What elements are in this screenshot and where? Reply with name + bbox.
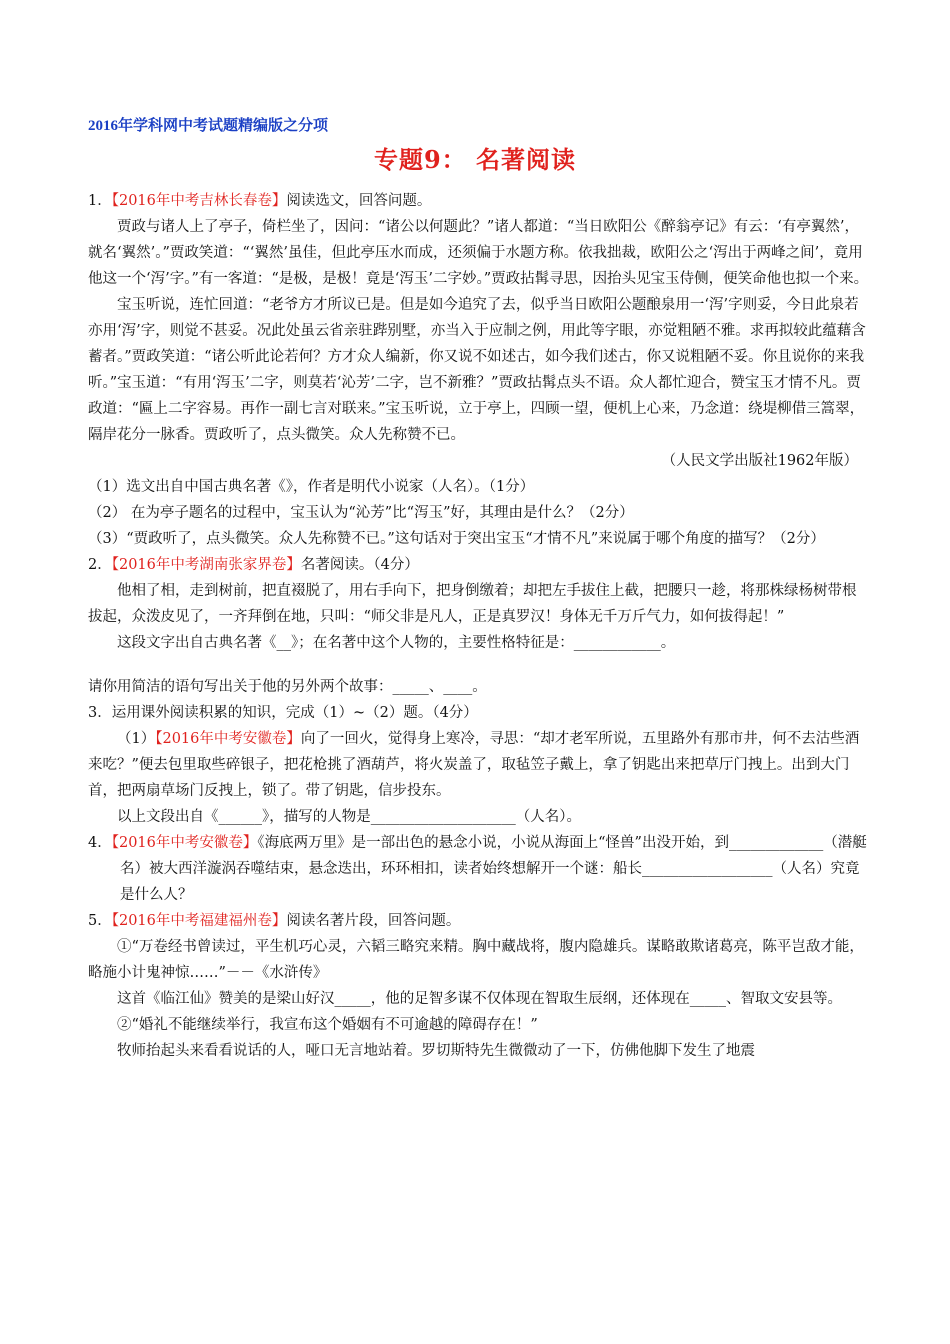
q3-passage: 向了一回火，觉得身上寒冷，寻思：“却才老军所说，五里路外有那市井，何不去沽些酒来吃？”便去包里取些碎银子，把花枪挑了酒葫芦，将火炭盖了，取毡笠子戴上，拿了钥匙出来把草厅门拽上。出到大门首，把两扇草场门反拽上，锁了。带了钥匙，信步投东。 xyxy=(88,731,860,799)
q3-blank-a[interactable]: ______ xyxy=(218,809,262,825)
q2-story-text-a: 请你用简洁的语句写出关于他的另外两个故事： xyxy=(88,679,393,695)
q4-source-tag: 【2016年中考安徽卷】 xyxy=(111,835,258,851)
q5-paragraph: 牧师抬起头来看看说话的人，哑口无言地站着。罗切斯特先生微微动了一下，仿佛他脚下发生了地震 xyxy=(117,1043,755,1059)
q1-paragraph-2: 宝玉听说，连忙回道：“老爷方才所议已是。但是如今追究了去，似乎当日欧阳公题酿泉用一‘泻’字则妥，今日此泉若亦用‘泻’字，则觉不甚妥。况此处虽云省亲驻跸别墅，亦当入于应制之例，用此等字眼，亦觉粗陋不雅。求再拟较此蕴藉含蓄者。”贾政笑道：“诸公听此论若何？方才众人编新，你又说不如述古，如今我们述古，你又说粗陋不妥。你且说你的来我听。”宝玉道：“有用‘泻玉’二字，则莫若‘沁芳’二字，岂不新雅？”贾政拈髯点头不语。众人都忙迎合，赞宝玉才情不凡。贾政道：“匾上二字容易。再作一副七言对联来。”宝玉听说，立于亭上，四顾一望，便机上心来，乃念道：绕堤柳借三篙翠，隔岸花分一脉香。贾政听了，点头微笑。众人先称赞不已。 xyxy=(88,297,866,443)
q1-instruction: 阅读选文，回答问题。 xyxy=(286,193,432,209)
document-header: 2016年学科网中考试题精编版之分项 xyxy=(88,118,329,134)
q3-sub-number: （1） xyxy=(117,731,156,747)
q2-question-text-b: 》；在名著中这个人物的，主要性格特征是： xyxy=(291,635,574,651)
q5-number: 5． xyxy=(88,913,112,929)
q1-paragraph-1: 贾政与诸人上了亭子，倚栏坐了，因问：“诸公以何题此？”诸人都道：“当日欧阳公《醉翁亭记》有云：‘有亭翼然’，就名‘翼然’。”贾政笑道：“‘翼然’虽佳，但此亭压水而成，还须偏于水题方称。依我拙裁，欧阳公之‘泻出于两峰之间’，竟用他这一个‘泻’字。”有一客道：“是极，是极！竟是‘泻玉’二字妙。”贾政拈髯寻思，因抬头见宝玉侍侧，便笑命他也拟一个来。 xyxy=(88,219,869,287)
q5-question xyxy=(88,986,870,1012)
q1-sub-2: （2） 在为亭子题名的过程中，宝玉认为“沁芳”比“泻玉”好，其理由是什么？（2分） xyxy=(88,505,634,521)
q1-source: （人民文学出版社1962年版） xyxy=(661,453,858,469)
q5-blank-b[interactable]: _____ xyxy=(689,991,726,1007)
q4-text-b: （潜艇名）被大西洋漩涡吞噬结束，悬念迭出，环环相扣，读者始终想解开一个谜：船长 xyxy=(120,835,867,877)
q4-number: 4． xyxy=(88,835,112,851)
q2-heading xyxy=(88,552,870,578)
q2-instruction: 名著阅读。（4分） xyxy=(300,557,419,573)
q2-number: 2． xyxy=(88,557,112,573)
q3-question-text-c: （人名）。 xyxy=(515,809,581,825)
q3-question-text-a: 以上文段出自《 xyxy=(117,809,219,825)
q3-question xyxy=(88,804,870,830)
q2-paragraph: 他相了相，走到树前，把直裰脱了，用右手向下，把身倒缴着；却把左手拔住上截，把腰只一趁，将那株绿杨树带根拔起，众泼皮见了，一齐拜倒在地，只叫：“师父非是凡人，正是真罗汉！身体无千万斤气力，如何拔得起！” xyxy=(88,583,857,625)
q2-blank-b[interactable]: ____________ xyxy=(573,635,661,651)
q4-blank-b[interactable]: __________________ xyxy=(642,861,773,877)
q4-text-c: （人名）究竟是什么人？ xyxy=(120,861,860,903)
q2-source-tag: 【2016年中考湖南张家界卷】 xyxy=(111,557,301,573)
q2-story-text-b: 、 xyxy=(428,679,444,695)
q4-blank-a[interactable]: _____________ xyxy=(728,835,824,851)
q3-heading xyxy=(88,700,870,726)
q4-text-a: 《海底两万里》是一部出色的悬念小说，小说从海面上“怪兽”出没开始，到 xyxy=(257,835,729,851)
q2-question xyxy=(88,630,870,656)
q5-poem: ①“万卷经书曾读过，平生机巧心灵，六韬三略究来精。胸中藏战将，腹内隐雄兵。谋略敢欺诸葛亮，陈平岂敌才能，略施小计鬼神惊……”－－《水浒传》 xyxy=(88,939,864,981)
q1-source-tag: 【2016年中考吉林长春卷】 xyxy=(111,193,287,209)
q1-sub-1: （1）选文出自中国古典名著《》，作者是明代小说家（人名）。（1分） xyxy=(88,479,535,495)
q4-question xyxy=(88,830,870,908)
q3-question-text-b: 》，描写的人物是 xyxy=(262,809,371,825)
q5-source-tag: 【2016年中考福建福州卷】 xyxy=(111,913,287,929)
q2-blank-c[interactable]: _____ xyxy=(392,679,429,695)
q1-sub-3: （3）“贾政听了，点头微笑。众人先称赞不已。”这句话对于突出宝玉“才情不凡”来说属于哪个角度的描写？（2分） xyxy=(88,531,825,547)
q5-text-a: 这首《临江仙》赞美的是梁山好汉 xyxy=(117,991,335,1007)
document-body xyxy=(88,188,870,1064)
q5-text-b: ，他的足智多谋不仅体现在智取生辰纲，还体现在 xyxy=(370,991,690,1007)
q2-story-text-c: 。 xyxy=(472,679,487,695)
spacer xyxy=(88,656,870,674)
q3-paragraph xyxy=(88,726,870,804)
q2-blank-d[interactable]: ____ xyxy=(443,679,473,695)
q2-blank-a[interactable]: __ xyxy=(276,635,291,651)
page-title: 专题9： 名著阅读 xyxy=(373,145,577,174)
q2-question-text-c: 。 xyxy=(660,635,676,651)
q3-blank-b[interactable]: ____________________ xyxy=(370,809,516,825)
q1-heading xyxy=(88,188,870,214)
q2-story-question xyxy=(88,674,870,700)
q3-instruction: 运用课外阅读积累的知识，完成（1）~（2）题。（4分） xyxy=(111,705,478,721)
q5-blank-a[interactable]: _____ xyxy=(334,991,371,1007)
q5-heading xyxy=(88,908,870,934)
q2-question-text-a: 这段文字出自古典名著《 xyxy=(117,635,277,651)
q3-source-tag: 【2016年中考安徽卷】 xyxy=(155,731,301,747)
q1-number: 1． xyxy=(88,193,112,209)
q5-quote: ②“婚礼不能继续举行，我宣布这个婚姻有不可逾越的障碍存在！” xyxy=(117,1017,538,1033)
q3-number: 3． xyxy=(88,705,112,721)
q5-instruction: 阅读名著片段，回答问题。 xyxy=(286,913,461,929)
q5-text-c: 、智取文安县等。 xyxy=(726,991,842,1007)
